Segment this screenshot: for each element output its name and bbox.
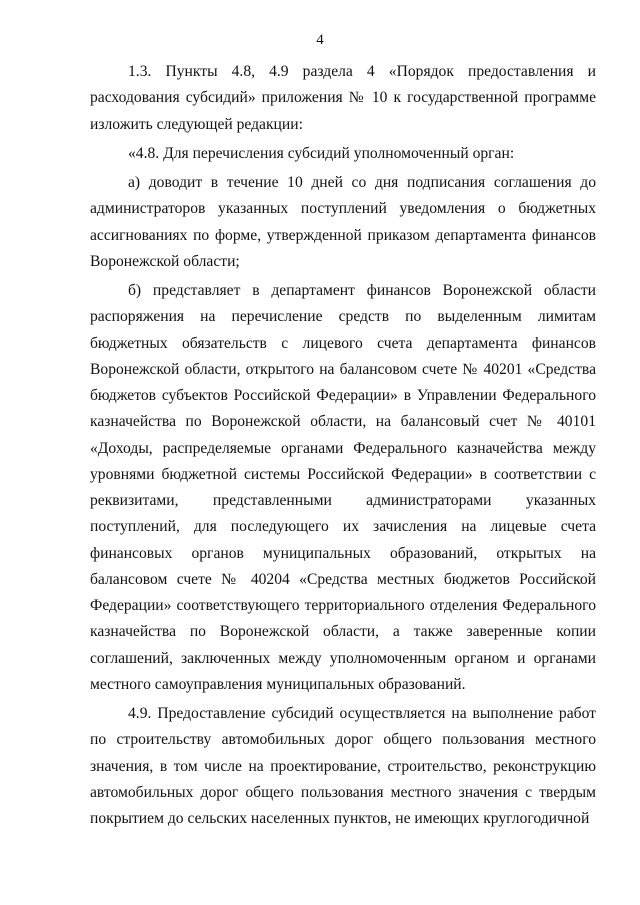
paragraph-1-3: 1.3. Пункты 4.8, 4.9 раздела 4 «Порядок предоставления и расходования субсидий» приложения № 10 к государственной программе изложить следующей редакции: bbox=[90, 63, 596, 133]
paragraph-4-8-b: б) представляет в департамент финансов Воронежской области распоряжения на перечисление средств по выделенным лимитам бюджетных обязательств с лицевого счета департамента финансов Воронежской области, открытого на балансовом счете № 40201 «Средства бюджетов субъектов Российской Федерации» в Управлении Федерального казначейства по Воронежской области, на балансовый счет № 40101 «Доходы, распределяемые органами Федерального казначейства между уровнями бюджетной системы Российской Федерации» в соответствии с реквизитами, представленными администраторами указанных поступлений, для последующего их зачисления на лицевые счета финансовых органов муниципальных образований, открытых на балансовом счете № 40204 «Средства местных бюджетов Российской Федерации» соответствующего территориального отделения Федерального казначейства по Воронежской области, а также заверенные копии соглашений, заключенных между уполномоченным органом и органами местного самоуправления муниципальных образований. bbox=[90, 282, 596, 693]
paragraph-4-9: 4.9. Предоставление субсидий осуществляется на выполнение работ по строительству автомобильных дорог общего пользования местного значения, в том числе на проектирование, строительство, реконструкцию автомобильных дорог общего пользования местного значения с твердым покрытием до сельских населенных пунктов, не имеющих круглогодичной bbox=[90, 705, 596, 827]
paragraph-4-8-a: а) доводит в течение 10 дней со дня подписания соглашения до администраторов указанных поступлений уведомления о бюджетных ассигнованиях по форме, утвержденной приказом департамента финансов Воронежской области; bbox=[90, 174, 596, 270]
paragraph-4-8-intro: «4.8. Для перечисления субсидий уполномоченный орган: bbox=[128, 144, 515, 162]
page-number: 4 bbox=[316, 32, 324, 48]
document-body bbox=[90, 59, 596, 832]
